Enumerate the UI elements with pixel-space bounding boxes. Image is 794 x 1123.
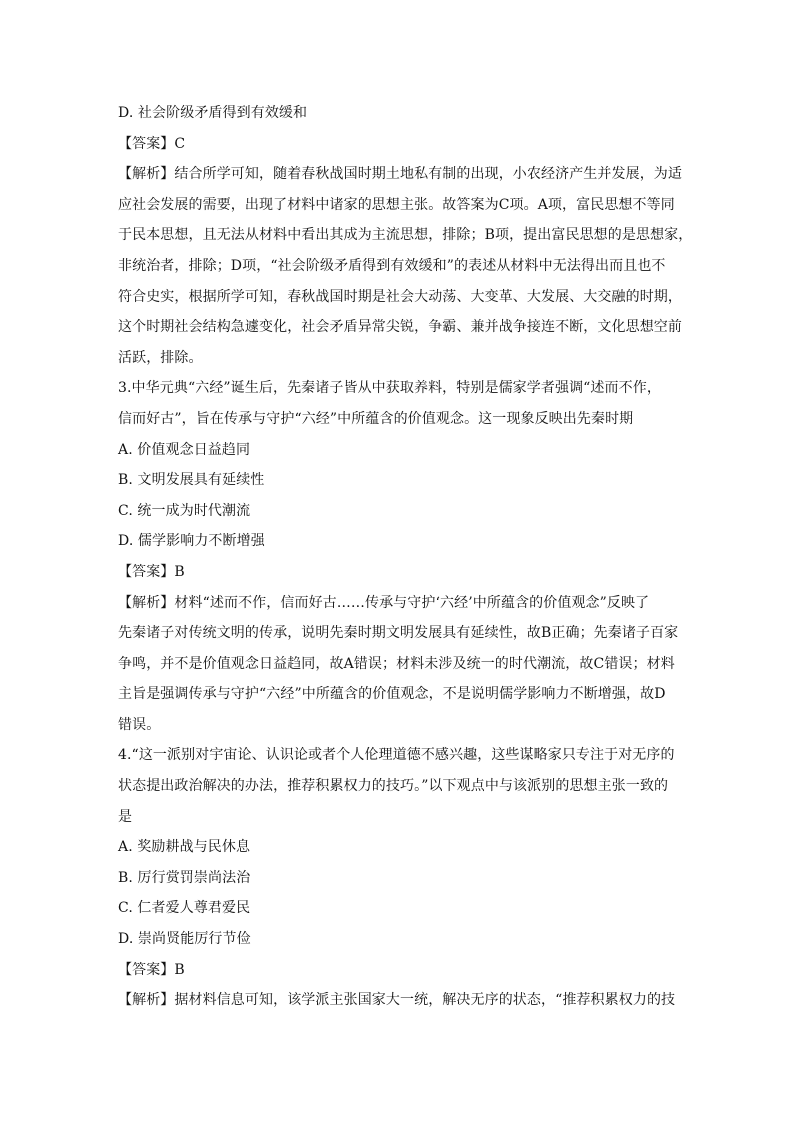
q4-answer-value: B [174,961,185,978]
document-page [118,98,693,1016]
q2-analysis-line-1: 【解析】结合所学可知，随着春秋战国时期土地私有制的出现，小农经济产生并发展，为适 [118,166,683,183]
q4-option-a: A. 奖励耕战与民休息 [118,839,251,856]
q2-answer [118,129,674,160]
q3-stem-line-1: 3.中华元典“六经”诞生后，先秦诸子皆从中获取养料，特别是儒家学者强调“述而不作， [118,380,661,397]
q3-analysis-line-3: 争鸣，并不是价值观念日益趋同，故A错误；材料未涉及统一的时代潮流，故C错误；材料 [118,655,675,672]
q4-answer-label: 【答案】 [118,961,175,978]
q3-analysis-line-5: 错误。 [118,716,161,733]
q2-analysis-line-2: 应社会发展的需要，出现了材料中诸家的思想主张。故答案为C项。A项，富民思想不等同 [118,196,675,213]
q4-option-d: D. 崇尚贤能厉行节俭 [118,931,251,948]
q2-analysis-line-5: 符合史实，根据所学可知，春秋战国时期是社会大动荡、大变革、大发展、大交融的时期， [118,288,682,305]
q4-option-c: C. 仁者爱人尊君爱民 [118,900,251,917]
q3-option-c: C. 统一成为时代潮流 [118,502,251,519]
q3-option-d: D. 儒学影响力不断增强 [118,533,265,550]
q4-stem-line-3: 是 [118,808,133,825]
q3-analysis-line-1: 【解析】材料“述而不作，信而好古……传承与守护‘六经’中所蕴含的价值观念”反映了 [118,594,650,611]
q2-analysis-line-7: 活跃，排除。 [118,349,203,366]
q4-stem-line-1: 4.“这一派别对宇宙论、认识论或者个人伦理道德不感兴趣，这些谋略家只专注于对无序的 [118,747,675,764]
q2-analysis-line-6: 这个时期社会结构急遽变化，社会矛盾异常尖锐，争霸、兼并战争接连不断，文化思想空前 [118,319,682,336]
q2-analysis-line-3: 于民本思想，且无法从材料中看出其成为主流思想，排除；B项，提出富民思想的是思想家， [118,227,693,244]
q4-option-b: B. 厉行赏罚崇尚法治 [118,869,251,886]
q3-answer-label: 【答案】 [118,563,175,580]
q2-analysis-line-4: 非统治者，排除；D项，“社会阶级矛盾得到有效缓和”的表述从材料中无法得出而且也不 [118,257,666,274]
q2-answer-label: 【答案】 [118,135,175,152]
q2-answer-value: C [174,135,186,152]
q3-answer-value: B [174,563,185,580]
q3-analysis-label: 【解析】 [118,594,175,611]
q3-stem-line-2: 信而好古”，旨在传承与守护“六经”中所蕴含的价值观念。这一现象反映出先秦时期 [118,410,634,427]
q4-analysis-label: 【解析】 [118,992,175,1009]
q2-option-d: D. 社会阶级矛盾得到有效缓和 [118,105,308,121]
q3-answer [118,557,674,588]
q3-option-a: A. 价值观念日益趋同 [118,441,251,458]
q2-analysis-label: 【解析】 [118,166,175,183]
q4-answer [118,955,674,986]
q3-analysis-line-4: 主旨是强调传承与守护“六经”中所蕴含的价值观念，不是说明儒学影响力不断增强，故D [118,686,666,703]
q4-analysis-line-1: 【解析】据材料信息可知，该学派主张国家大一统，解决无序的状态，“推荐积累权力的技 [118,992,676,1009]
q4-stem-line-2: 状态提出政治解决的办法，推荐积累权力的技巧。”以下观点中与该派别的思想主张一致的 [118,778,669,795]
q3-option-b: B. 文明发展具有延续性 [118,472,265,489]
q3-analysis-line-2: 先秦诸子对传统文明的传承，说明先秦时期文明发展具有延续性，故B正确；先秦诸子百家 [118,625,679,642]
